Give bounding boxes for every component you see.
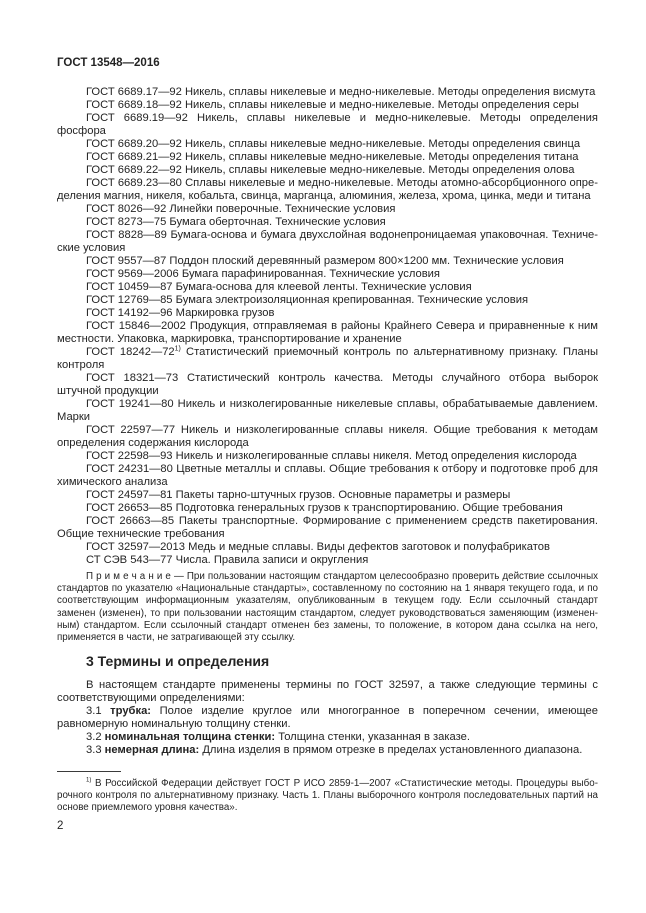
footnote-body: В Российской Федерации действует ГОСТ Р ИСО 2859-1—2007 «Статистические методы. Процедуры выборочного контроля по альтернативному признаку. Часть 1. Планы выборочного контроля последовательных партий на основе приемлемого уровня качества». [57,778,598,814]
reference-entry: ГОСТ 6689.21—92 Никель, сплавы никелевые медно-никелевые. Методы определения титана [86,151,579,163]
term-text: Полое изделие круглое или многогранное в поперечном сечении, имеющее равномерную номинальную толщину стенки. [57,705,598,731]
reference-entry: ГОСТ 22598—93 Никель и низколегированные сплавы никеля. Метод определения кислорода [86,450,577,462]
reference-entry: ГОСТ 6689.20—92 Никель, сплавы никелевые медно-никелевые. Методы определения свинца [86,138,581,150]
term-text: Толщина стенки, указанная в заказе. [278,731,470,744]
doc-header-title: ГОСТ 13548—2016 [57,57,160,69]
reference-entry: ГОСТ 12769—85 Бумага электроизоляционная крепированная. Технические условия [86,294,529,306]
term-name: трубка: [110,705,152,718]
footnote-marker: 1) [86,777,92,784]
footnote-divider [57,771,121,772]
term-name: номинальная толщина стенки: [104,731,276,744]
reference-entry: ГОСТ 6689.18—92 Никель, сплавы никелевые и медно-никелевые. Методы определения серы [86,99,579,111]
footnote-ref-marker: 1) [174,345,181,353]
section-heading: 3 Термины и определения [86,653,270,670]
reference-entry: ГОСТ 32597—2013 Медь и медные сплавы. Виды дефектов заготовок и полуфабрикатов [86,541,550,553]
reference-entry: ГОСТ 8828—89 Бумага-основа и бумага двухслойная водонепроницаемая упаковочная. Технические условия [57,229,598,254]
reference-entry: ГОСТ 9557—87 Поддон плоский деревянный размером 800×1200 мм. Технические условия [86,255,564,267]
term-definition [57,744,598,757]
term-name: немерная длина: [104,744,200,757]
note-paragraph [57,571,598,644]
references-list [57,86,598,567]
reference-entry: ГОСТ 15846—2002 Продукция, отправляемая в районы Крайнего Севера и приравненные к ним местности. Упаковка, маркировка, транспортирование и хранение [57,320,598,345]
reference-entry: ГОСТ 14192—96 Маркировка грузов [86,307,275,319]
reference-entry: ГОСТ 24597—81 Пакеты тарно-штучных грузов. Основные параметры и размеры [86,489,511,501]
reference-entry: ГОСТ 22597—77 Никель и низколегированные сплавы никеля. Общие требования к методам определения содержания кислорода [57,424,598,449]
reference-entry: ГОСТ 6689.23—80 Сплавы никелевые и медно-никелевые. Методы атомно-абсорбционного определения магния, никеля, кобальта, свинца, марганца, алюминия, железа, хрома, цинка, меди и титана [57,177,598,202]
section-intro: В настоящем стандарте применены термины по ГОСТ 32597, а также следующие термины с соответствующими определениями: [57,679,598,705]
footnote-area [57,771,598,815]
term-definition [57,705,598,731]
term-definition [57,731,598,744]
reference-entry: ГОСТ 26653—85 Подготовка генеральных грузов к транспортированию. Общие требования [86,502,563,514]
reference-entry-with-footnote [57,346,598,372]
term-number: 3.2 [86,731,102,744]
note-text: — При пользовании настоящим стандартом целесообразно проверить действие ссылочных стандартов по указателю «Национальные стандарты», составленному по состоянию на 1 января текущего года, и по соответствующим информационным указателям, опубликованным в текущем году. Если ссылочный стандарт заменен (изменен), то при пользовании настоящим стандартом, следует руководствоваться заменяющим (измененным) стандартом. Если ссылочный стандарт отменен без замены, то положение, в котором дана ссылка на него, применяется в части, не затрагивающей эту ссылку. [57,571,599,644]
term-number: 3.1 [86,705,102,718]
reference-entry: ГОСТ 24231—80 Цветные металлы и сплавы. Общие требования к отбору и подготовке проб для химического анализа [57,463,598,488]
term-text: Длина изделия в прямом отрезке в пределах установленного диапазона. [202,744,583,757]
reference-entry: ГОСТ 19241—80 Никель и низколегированные никелевые сплавы, обрабатываемые давлением. Марки [57,398,598,423]
term-number: 3.3 [86,744,102,757]
page-content [57,56,598,757]
reference-text: ГОСТ 18242—72 [86,346,175,358]
reference-text: Статистический приемочный контроль по альтернативному признаку. Планы контроля [57,346,598,371]
note-label: П р и м е ч а н и е [86,571,171,582]
footnote [57,778,598,815]
reference-entry: ГОСТ 8273—75 Бумага оберточная. Технические условия [86,216,386,228]
reference-entry: ГОСТ 9569—2006 Бумага парафинированная. Технические условия [86,268,440,280]
reference-entry: ГОСТ 8026—92 Линейки поверочные. Технические условия [86,203,396,215]
reference-entry: ГОСТ 18321—73 Статистический контроль качества. Методы случайного отбора выборок штучной продукции [57,372,598,397]
reference-entry: ГОСТ 26663—85 Пакеты транспортные. Формирование с применением средств пакетирования. Общие технические требования [57,515,598,540]
reference-entry: ГОСТ 6689.19—92 Никель, сплавы никелевые и медно-никелевые. Методы определения фосфора [57,112,598,137]
reference-entry: СТ СЭВ 543—77 Числа. Правила записи и округления [86,554,369,566]
reference-entry: ГОСТ 6689.22—92 Никель, сплавы никелевые медно-никелевые. Методы определения олова [86,164,575,176]
page-number: 2 [57,820,64,832]
reference-entry: ГОСТ 10459—87 Бумага-основа для клеевой ленты. Технические условия [86,281,472,293]
reference-entry: ГОСТ 6689.17—92 Никель, сплавы никелевые и медно-никелевые. Методы определения висмута [86,86,596,98]
